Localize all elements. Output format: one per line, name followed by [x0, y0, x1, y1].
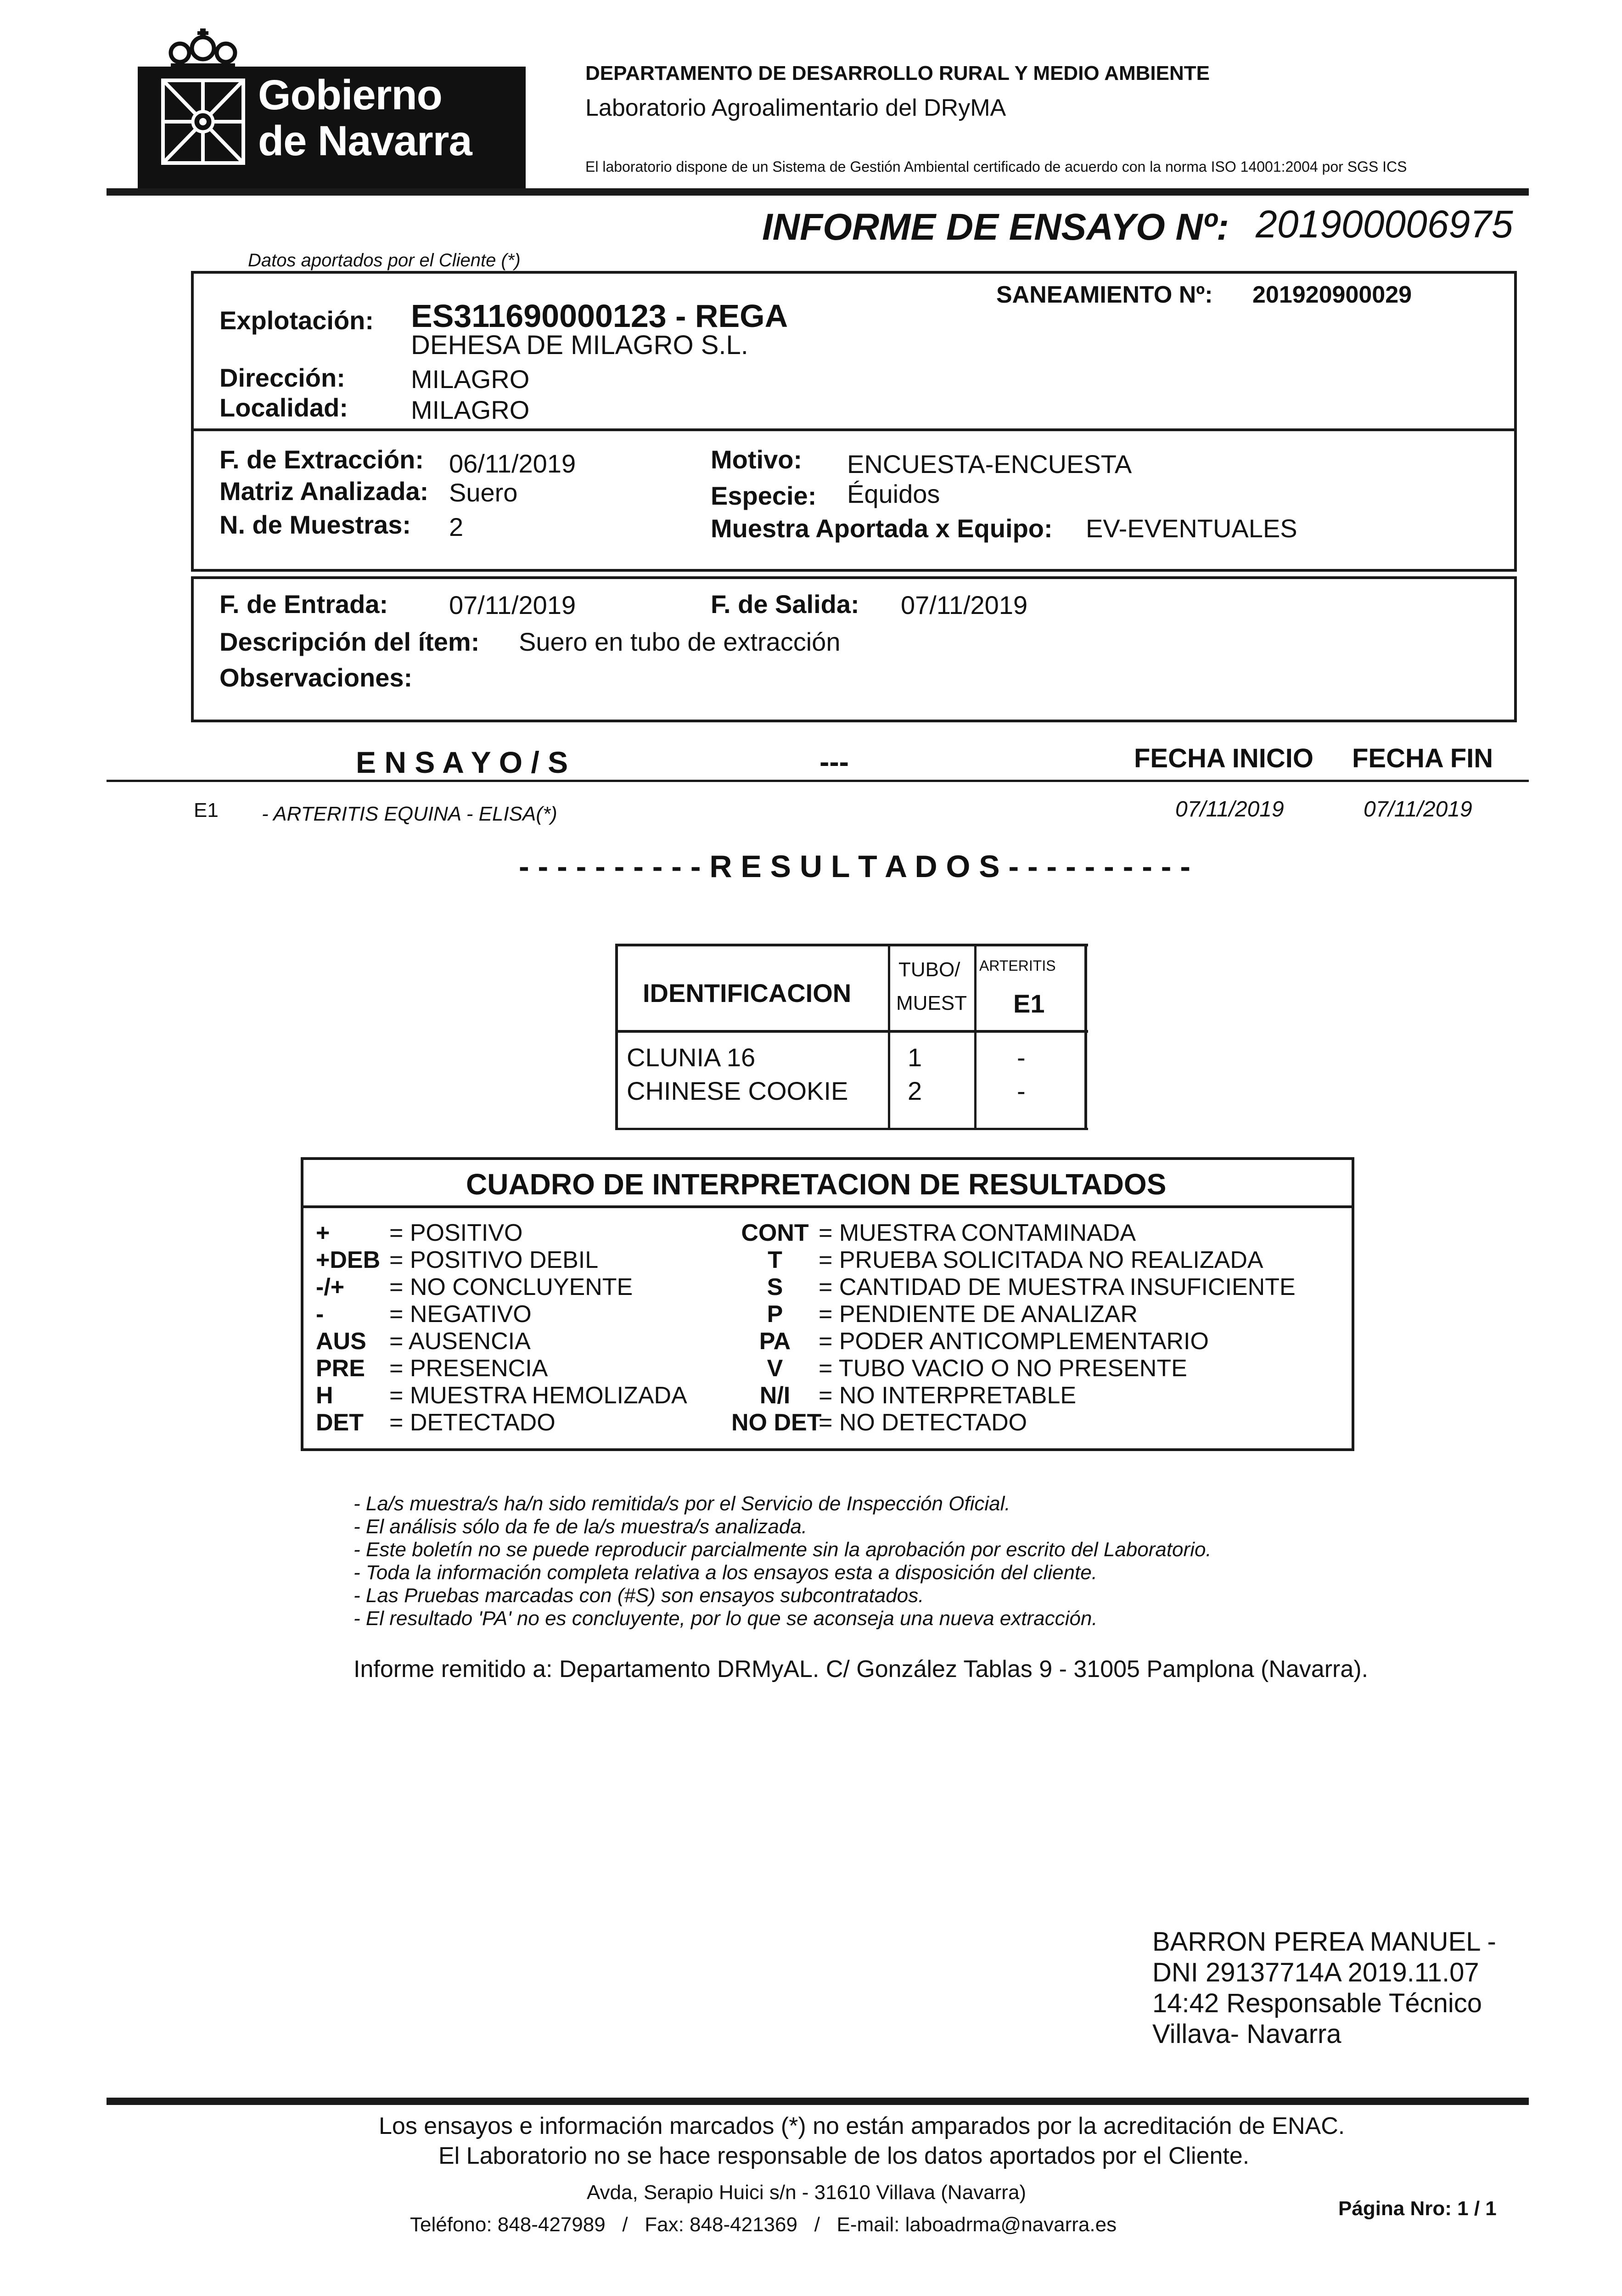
especie-value: Équidos [847, 479, 940, 508]
legend-row [731, 1219, 1136, 1247]
legend-row [316, 1219, 522, 1247]
salida-label: F. de Salida: [711, 590, 859, 619]
legend-row [316, 1382, 687, 1409]
iso-note: El laboratorio dispone de un Sistema de Gestión Ambiental certificado de acuerdo con la norma ISO 14001:2004 por SGS ICS [585, 158, 1407, 175]
legend-desc: = NO CONCLUYENTE [389, 1274, 633, 1300]
page-number: Página Nro: 1 / 1 [1338, 2197, 1497, 2220]
legend-code: + [316, 1220, 330, 1246]
legend-row [731, 1273, 1296, 1301]
navarra-chains-icon [158, 76, 248, 168]
results-table-top [615, 944, 1088, 946]
legend-desc: = PENDIENTE DE ANALIZAR [819, 1301, 1138, 1328]
legend-code: N/I [759, 1382, 791, 1409]
legend-desc: = NO DETECTADO [819, 1409, 1027, 1436]
logo-text-gobierno: Gobierno [258, 72, 442, 118]
note-line: - Toda la información completa relativa a los ensayos esta a disposición del cliente. [354, 1561, 1097, 1584]
observaciones-label: Observaciones: [219, 663, 413, 692]
legend-desc: = PODER ANTICOMPLEMENTARIO [819, 1328, 1209, 1355]
motivo-value: ENCUESTA-ENCUESTA [847, 450, 1132, 478]
col-test-line1: ARTERITIS [979, 957, 1056, 974]
remitido-line: Informe remitido a: Departamento DRMyAL. C/ González Tablas 9 - 31005 Pamplona (Navarra). [354, 1656, 1369, 1683]
col-tubo-line2: MUEST [896, 992, 967, 1014]
result-row-1-e1: - [1017, 1043, 1026, 1072]
legend-row [731, 1300, 1138, 1328]
ensayos-dashes: --- [819, 745, 849, 778]
legend-row [316, 1409, 556, 1436]
fecha-fin-header: FECHA FIN [1352, 743, 1493, 773]
results-table-col-sep-2 [974, 944, 977, 1130]
client-data-note: Datos aportados por el Cliente (*) [248, 250, 521, 270]
legend-row [731, 1328, 1209, 1355]
legend-code: DET [316, 1409, 364, 1436]
note-line: - Las Pruebas marcadas con (#S) son ensayos subcontratados. [354, 1584, 924, 1607]
laboratory-name: Laboratorio Agroalimentario del DRyMA [585, 95, 1006, 121]
legend-row [316, 1328, 531, 1355]
legend-desc: = TUBO VACIO O NO PRESENTE [819, 1355, 1187, 1382]
col-identificacion: IDENTIFICACION [643, 979, 852, 1007]
results-table-col-sep-1 [888, 944, 890, 1130]
client-box-divider [191, 428, 1517, 431]
explotacion-name: DEHESA DE MILAGRO S.L. [411, 330, 748, 360]
legend-code: NO DET [731, 1409, 822, 1436]
signature-line: 14:42 Responsable Técnico [1152, 1988, 1482, 2018]
legend-code: H [316, 1382, 333, 1409]
interpretation-title: CUADRO DE INTERPRETACION DE RESULTADOS [466, 1168, 1167, 1201]
legend-code: AUS [316, 1328, 366, 1355]
header-rule [107, 188, 1529, 196]
result-row-2-tubo: 2 [908, 1076, 922, 1105]
legend-desc: = MUESTRA HEMOLIZADA [389, 1382, 687, 1409]
interpretation-title-rule [301, 1205, 1354, 1208]
legend-row [731, 1355, 1187, 1382]
legend-desc: = POSITIVO [389, 1220, 523, 1246]
logo-text-navarra: de Navarra [258, 118, 472, 164]
col-test-line2: E1 [1013, 989, 1045, 1018]
legend-code: V [767, 1355, 783, 1382]
localidad-value: MILAGRO [411, 395, 530, 424]
salida-value: 07/11/2019 [901, 591, 1028, 619]
signature-line: BARRON PEREA MANUEL - [1152, 1927, 1496, 1957]
legend-code: -/+ [316, 1274, 345, 1300]
extraccion-label: F. de Extracción: [219, 445, 424, 474]
footer-contact: Teléfono: 848-427989 / Fax: 848-421369 / E-mail: laboadrma@navarra.es [410, 2213, 1117, 2236]
legend-desc: = DETECTADO [389, 1409, 556, 1436]
direccion-value: MILAGRO [411, 365, 530, 394]
footer-address: Avda, Serapio Huici s/n - 31610 Villava (Navarra) [587, 2181, 1027, 2204]
gobierno-navarra-logo [138, 28, 526, 165]
legend-row [316, 1273, 633, 1301]
footer-disclaimer-1: Los ensayos e información marcados (*) no están amparados por la acreditación de ENAC. [379, 2113, 1345, 2139]
entrada-label: F. de Entrada: [219, 590, 388, 619]
fecha-inicio-header: FECHA INICIO [1134, 743, 1313, 773]
explotacion-code: ES311690000123 - REGA [411, 298, 788, 334]
test-row-inicio: 07/11/2019 [1175, 797, 1284, 822]
legend-code: PA [759, 1328, 791, 1355]
results-table-header-rule [615, 1030, 1088, 1033]
test-row-name: - ARTERITIS EQUINA - ELISA(*) [262, 803, 557, 825]
explotacion-label: Explotación: [219, 306, 374, 335]
legend-code: S [767, 1274, 783, 1300]
legend-desc: = CANTIDAD DE MUESTRA INSUFICIENTE [819, 1274, 1296, 1300]
legend-row [316, 1246, 598, 1274]
saneamiento-label: SANEAMIENTO Nº: [996, 281, 1213, 308]
department-name: DEPARTAMENTO DE DESARROLLO RURAL Y MEDIO AMBIENTE [585, 62, 1210, 84]
report-title: INFORME DE ENSAYO Nº: [762, 206, 1229, 248]
matriz-label: Matriz Analizada: [219, 477, 429, 506]
note-line: - El resultado 'PA' no es concluyente, por lo que se aconseja una nueva extracción. [354, 1607, 1098, 1630]
saneamiento-number: 201920900029 [1252, 281, 1412, 308]
legend-code: - [316, 1301, 324, 1328]
legend-desc: = AUSENCIA [389, 1328, 531, 1355]
entrada-value: 07/11/2019 [449, 591, 576, 619]
legend-desc: = NO INTERPRETABLE [819, 1382, 1077, 1409]
especie-label: Especie: [711, 481, 817, 510]
result-row-1-id: CLUNIA 16 [627, 1043, 756, 1072]
test-row-code: E1 [194, 799, 219, 822]
ensayos-rule [107, 780, 1529, 782]
direccion-label: Dirección: [219, 363, 345, 392]
results-table-bottom [615, 1128, 1088, 1130]
muestras-value: 2 [449, 512, 464, 541]
footer-disclaimer-2: El Laboratorio no se hace responsable de los datos aportados por el Cliente. [438, 2143, 1250, 2169]
report-number: 201900006975 [1256, 203, 1513, 246]
legend-code: P [767, 1301, 783, 1328]
muestras-label: N. de Muestras: [219, 510, 411, 539]
legend-code: T [768, 1247, 782, 1273]
legend-desc: = PRESENCIA [389, 1355, 548, 1382]
signature-line: DNI 29137714A 2019.11.07 [1152, 1958, 1479, 1987]
footer-rule [107, 2098, 1529, 2105]
descripcion-value: Suero en tubo de extracción [519, 627, 841, 656]
extraccion-value: 06/11/2019 [449, 449, 576, 478]
legend-desc: = PRUEBA SOLICITADA NO REALIZADA [819, 1247, 1263, 1273]
crown-icon [166, 28, 240, 78]
interpretation-table [301, 1157, 1354, 1451]
aportada-value: EV-EVENTUALES [1086, 514, 1297, 543]
legend-code: +DEB [316, 1247, 381, 1273]
legend-row [731, 1246, 1263, 1274]
result-row-2-id: CHINESE COOKIE [627, 1076, 848, 1105]
result-row-2-e1: - [1017, 1076, 1026, 1105]
note-line: - Este boletín no se puede reproducir parcialmente sin la aprobación por escrito del Laboratorio. [354, 1538, 1212, 1561]
results-table-right [1084, 944, 1087, 1130]
legend-row [731, 1409, 1027, 1436]
results-table-left [615, 944, 618, 1130]
motivo-label: Motivo: [711, 445, 803, 474]
legend-desc: = MUESTRA CONTAMINADA [819, 1220, 1136, 1246]
test-row-fin: 07/11/2019 [1364, 797, 1472, 822]
descripcion-label: Descripción del ítem: [219, 627, 480, 656]
legend-code: PRE [316, 1355, 365, 1382]
results-heading: - - - - - - - - - - R E S U L T A D O S - - - - - - - - - - [519, 849, 1190, 884]
signature-line: Villava- Navarra [1152, 2019, 1341, 2049]
note-line: - El análisis sólo da fe de la/s muestra/s analizada. [354, 1515, 808, 1538]
results-table [615, 944, 1088, 1137]
note-line: - La/s muestra/s ha/n sido remitida/s por el Servicio de Inspección Oficial. [354, 1492, 1010, 1515]
legend-desc: = POSITIVO DEBIL [389, 1247, 599, 1273]
legend-row [316, 1355, 548, 1382]
ensayos-heading: E N S A Y O / S [356, 745, 568, 779]
result-row-1-tubo: 1 [908, 1043, 922, 1072]
legend-desc: = NEGATIVO [389, 1301, 532, 1328]
aportada-label: Muestra Aportada x Equipo: [711, 514, 1053, 543]
col-tubo-line1: TUBO/ [898, 958, 960, 981]
localidad-label: Localidad: [219, 393, 348, 422]
legend-row [731, 1382, 1076, 1409]
legend-code: CONT [741, 1220, 809, 1246]
matriz-value: Suero [449, 478, 518, 507]
legend-row [316, 1300, 532, 1328]
